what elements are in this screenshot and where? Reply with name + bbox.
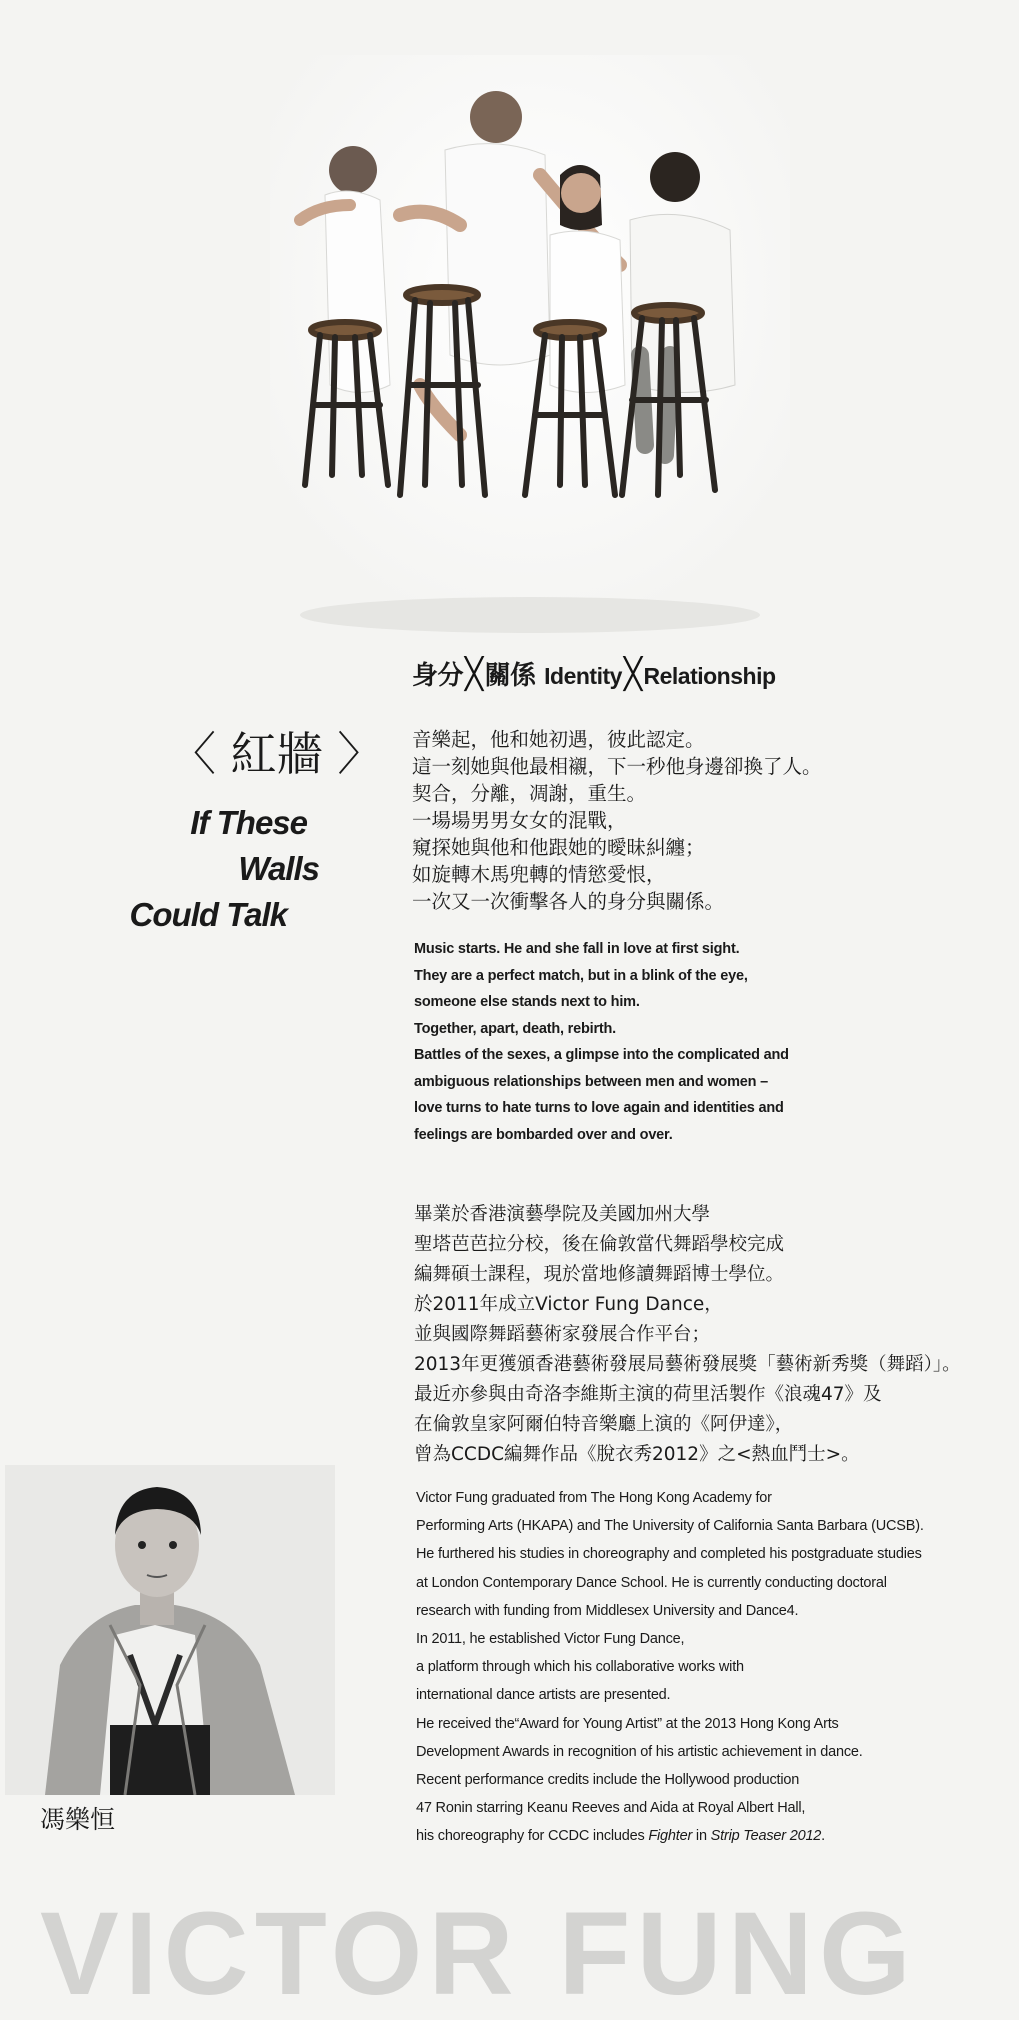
heading-en-identity: Identity bbox=[544, 663, 622, 689]
synopsis-zh bbox=[412, 726, 972, 915]
bio-zh-line: 聖塔芭芭拉分校，後在倫敦當代舞蹈學校完成 bbox=[414, 1234, 785, 1255]
bio-en-text: his choreography for CCDC includes bbox=[416, 1828, 649, 1845]
bio-en-line: a platform through which his collaborative works with bbox=[416, 1659, 744, 1676]
bio-en-text: . bbox=[821, 1828, 826, 1845]
bio-en-line: He furthered his studies in choreography and completed his postgraduate studies bbox=[416, 1546, 922, 1563]
bio-zh-line: 2013年更獲頒香港藝術發展局藝術發展獎「藝術新秀獎（舞蹈）」。 bbox=[414, 1354, 961, 1375]
bio-zh-line: 最近亦參與由奇洛李維斯主演的荷里活製作《浪魂47》及 bbox=[414, 1384, 882, 1405]
work-title-en-line: If These bbox=[190, 804, 307, 841]
work-title-en-line: Could Talk bbox=[129, 896, 287, 933]
synopsis-zh-line: 音樂起，他和她初遇，彼此認定。 bbox=[412, 728, 705, 751]
synopsis-en-line: feelings are bombarded over and over. bbox=[414, 1126, 673, 1143]
heading-zh-relationship: 關係 bbox=[484, 661, 536, 691]
synopsis-en-line: someone else stands next to him. bbox=[414, 994, 640, 1010]
work-title-en-line: Walls bbox=[238, 850, 319, 887]
bio-en-text: in bbox=[692, 1828, 711, 1845]
bio-en-line: Victor Fung graduated from The Hong Kong Academy for bbox=[416, 1490, 772, 1506]
synopsis-zh-line: 一次又一次衝擊各人的身分與關係。 bbox=[412, 890, 725, 913]
bio-zh-line: 並與國際舞蹈藝術家發展合作平台； bbox=[414, 1324, 711, 1345]
synopsis-en bbox=[414, 936, 934, 1148]
bio-en-line: 47 Ronin starring Keanu Reeves and Aida at Royal Albert Hall, bbox=[416, 1800, 806, 1817]
bio-zh-line: 於2011年成立Victor Fung Dance， bbox=[414, 1294, 723, 1315]
bio-en-line: Recent performance credits include the Hollywood production bbox=[416, 1772, 800, 1789]
bio-en-line: international dance artists are presented. bbox=[416, 1687, 671, 1704]
heading-en-relationship: Relationship bbox=[643, 663, 776, 689]
synopsis-en-line: Battles of the sexes, a glimpse into the complicated and bbox=[414, 1047, 789, 1063]
heading-cross-icon: ╳ bbox=[465, 657, 483, 692]
bio-en-line-last bbox=[416, 1822, 956, 1850]
heading-zh-identity: 身分 bbox=[412, 661, 464, 691]
work-name-strip-teaser: Strip Teaser 2012 bbox=[710, 1828, 822, 1845]
heading-cross-icon-2: ╳ bbox=[623, 657, 642, 692]
synopsis-zh-line: 窺探她與他和他跟她的曖昧糾纏； bbox=[412, 836, 705, 859]
synopsis-zh-line: 如旋轉木馬兜轉的情慾愛恨， bbox=[412, 863, 666, 886]
bio-en bbox=[416, 1484, 956, 1851]
bio-zh-line: 編舞碩士課程，現於當地修讀舞蹈博士學位。 bbox=[414, 1264, 785, 1285]
synopsis-en-line: ambiguous relationships between men and women – bbox=[414, 1073, 768, 1090]
synopsis-zh-line: 一場場男男女女的混戰， bbox=[412, 809, 627, 832]
bio-en-line: In 2011, he established Victor Fung Dance, bbox=[416, 1631, 685, 1648]
work-name-fighter: Fighter bbox=[648, 1828, 693, 1845]
bio-zh-line: 畢業於香港演藝學院及美國加州大學 bbox=[414, 1204, 711, 1225]
section-heading bbox=[412, 655, 776, 692]
bio-zh-line: 在倫敦皇家阿爾伯特音樂廳上演的《阿伊達》， bbox=[414, 1414, 794, 1435]
hero-dancers-photo bbox=[270, 55, 790, 645]
bio-zh-line: 曾為CCDC編舞作品《脫衣秀2012》之<熱血鬥士>。 bbox=[414, 1444, 860, 1465]
synopsis-zh-line: 契合，分離，凋謝，重生。 bbox=[412, 782, 647, 805]
bio-en-line: He received the“Award for Young Artist” at the 2013 Hong Kong Arts bbox=[416, 1715, 839, 1732]
synopsis-en-line: love turns to hate turns to love again and identities and bbox=[414, 1100, 784, 1116]
bio-en-line: at London Contemporary Dance School. He is currently conducting doctoral bbox=[416, 1574, 887, 1591]
synopsis-zh-line: 這一刻她與他最相襯，下一秒他身邊卻換了人。 bbox=[412, 755, 822, 778]
portrait-photo bbox=[5, 1465, 335, 1795]
bio-en-line: Development Awards in recognition of his artistic achievement in dance. bbox=[416, 1743, 863, 1760]
synopsis-en-line: They are a perfect match, but in a blink of the eye, bbox=[414, 967, 748, 984]
synopsis-en-line: Music starts. He and she fall in love at first sight. bbox=[414, 941, 740, 957]
work-title-zh: 〈 紅牆 〉 bbox=[170, 727, 384, 781]
bio-zh bbox=[414, 1200, 1014, 1470]
synopsis-en-line: Together, apart, death, rebirth. bbox=[414, 1020, 617, 1037]
portrait-caption: 馮樂恒 bbox=[40, 1805, 116, 1834]
work-title-en bbox=[99, 800, 319, 938]
bio-en-line: Performing Arts (HKAPA) and The University of California Santa Barbara (UCSB). bbox=[416, 1518, 924, 1535]
bio-en-line: research with funding from Middlesex University and Dance4. bbox=[416, 1602, 799, 1619]
choreographer-name-banner: VICTOR FUNG bbox=[40, 1888, 917, 2020]
